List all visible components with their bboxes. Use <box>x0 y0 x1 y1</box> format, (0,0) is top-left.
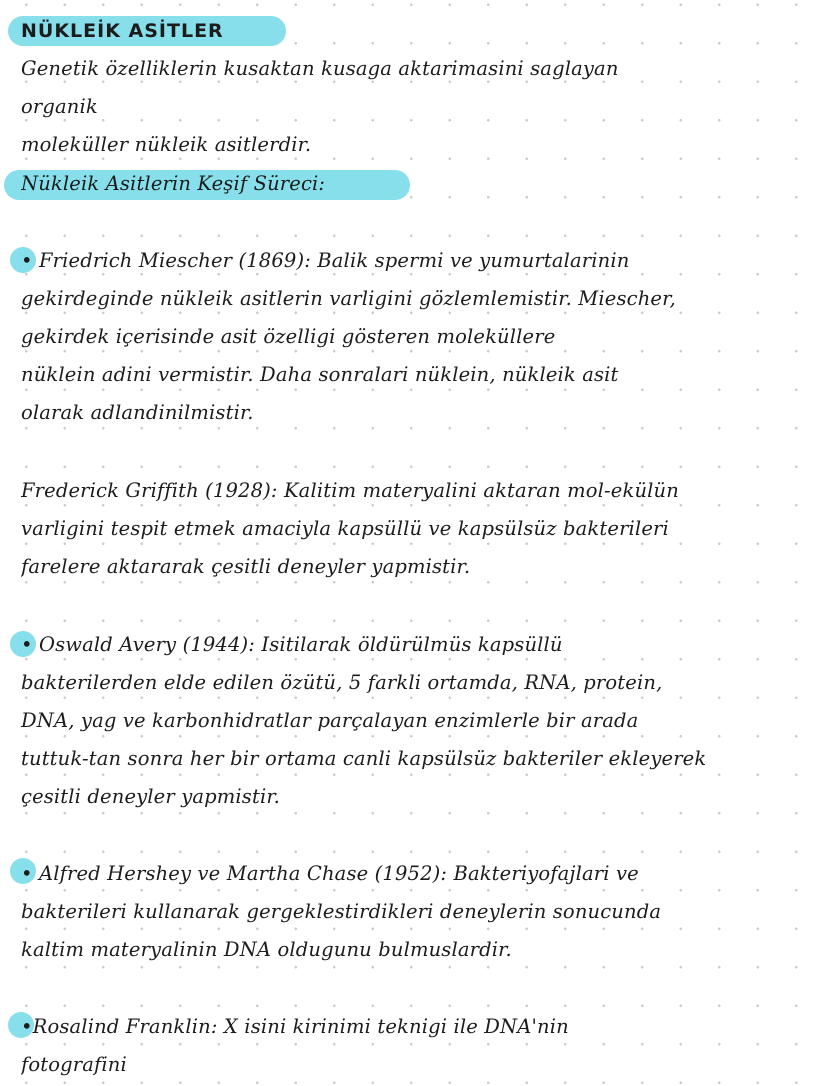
franklin-line: fotografini <box>21 1053 127 1076</box>
miescher-line: gekirdek içerisinde asit özelligi gösteren moleküllere <box>21 325 556 348</box>
hershey-chase-line: • Alfred Hershey ve Martha Chase (1952): Bakteriyofajlari ve <box>21 862 639 885</box>
miescher-line: • Friedrich Miescher (1869): Balik spermi ve yumurtalarinin <box>21 249 630 272</box>
miescher-line: gekirdeginde nükleik asitlerin varligini gözlemlemistir. Miescher, <box>21 287 676 310</box>
miescher-line: olarak adlandinilmistir. <box>21 401 254 424</box>
hershey-chase-line: bakterileri kullanarak gergeklestirdikleri deneylerin sonucunda <box>21 900 662 923</box>
page-title: NÜKLEİK ASİTLER <box>21 20 224 42</box>
hershey-chase-line: kaltim materyalinin DNA oldugunu bulmuslardir. <box>21 938 512 961</box>
griffith-line: Frederick Griffith (1928): Kalitim materyalini aktaran mol-ekülün <box>21 479 679 502</box>
griffith-line: farelere aktararak çesitli deneyler yapmistir. <box>21 555 471 578</box>
miescher-line: nüklein adini vermistir. Daha sonralari nüklein, nükleik asit <box>21 363 619 386</box>
intro-line: moleküller nükleik asitlerdir. <box>21 133 312 156</box>
avery-line: çesitli deneyler yapmistir. <box>21 785 281 808</box>
section-heading: Nükleik Asitlerin Keşif Süreci: <box>21 172 326 195</box>
franklin-line: •Rosalind Franklin: X isini kirinimi teknigi ile DNA'nin <box>21 1015 569 1038</box>
avery-line: tuttuk-tan sonra her bir ortama canli kapsülsüz bakteriler ekleyerek <box>21 747 707 770</box>
griffith-line: varligini tespit etmek amaciyla kapsüllü ve kapsülsüz bakterileri <box>21 517 669 540</box>
intro-line: organik <box>21 95 98 118</box>
avery-line: bakterilerden elde edilen özütü, 5 farkli ortamda, RNA, protein, <box>21 671 663 694</box>
avery-line: • Oswald Avery (1944): Isitilarak öldürülmüs kapsüllü <box>21 633 563 656</box>
intro-line: Genetik özelliklerin kusaktan kusaga aktarimasini saglayan <box>21 57 619 80</box>
avery-line: DNA, yag ve karbonhidratlar parçalayan enzimlerle bir arada <box>21 709 639 732</box>
